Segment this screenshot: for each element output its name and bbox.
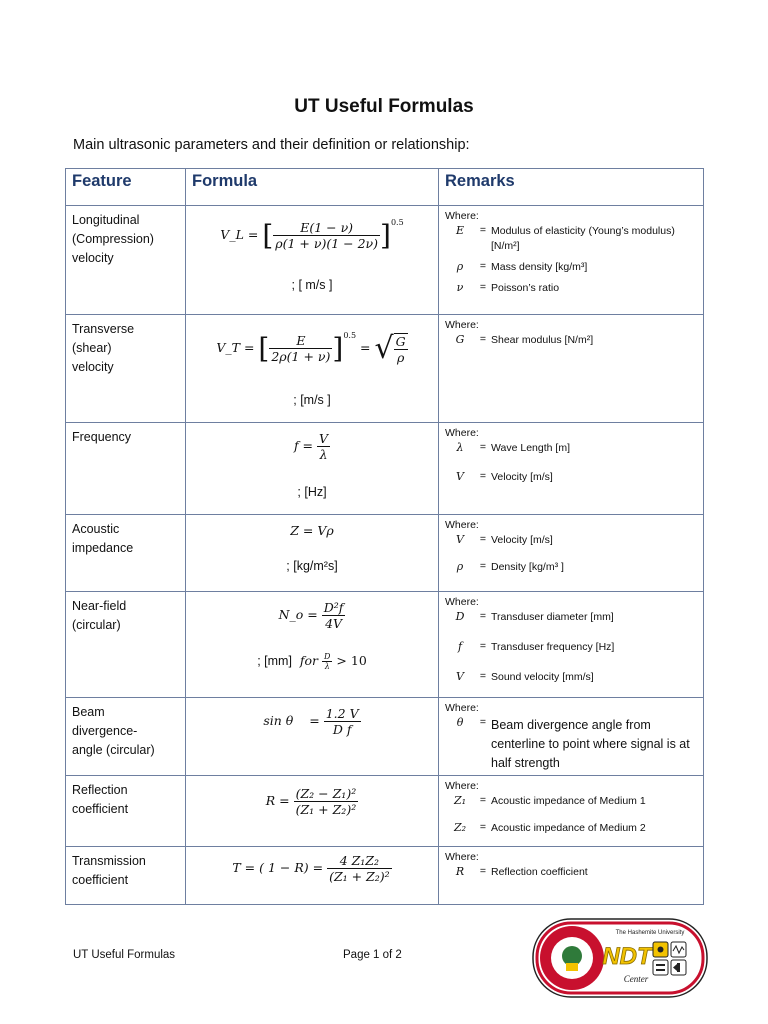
table-row	[66, 423, 704, 515]
feature-line: Longitudinal	[72, 213, 140, 227]
fraction-denominator: 2ρ(1 + ν)	[271, 349, 331, 364]
formula-table	[65, 168, 704, 905]
table-row	[66, 592, 704, 698]
formula-unit: ; [mm]	[257, 654, 292, 668]
remark-symbol: V	[456, 470, 464, 483]
remarks-cell	[439, 776, 704, 847]
formula-lhs: R =	[265, 793, 290, 808]
formula-fraction	[294, 786, 359, 817]
header-feature: Feature	[66, 169, 186, 206]
remark-item: ν = Poisson’s ratio	[445, 281, 703, 296]
feature-line: Transverse	[72, 322, 135, 336]
remarks-cell	[439, 206, 704, 315]
fraction-denominator: (Z₁ + Z₂)²	[329, 869, 390, 884]
feature-line: Frequency	[72, 430, 132, 444]
fraction-numerator: (Z₂ − Z₁)²	[295, 786, 357, 801]
logo-center-text: Center	[623, 974, 649, 984]
formula-unit: ; [m/s ]	[293, 393, 331, 407]
remark-symbol: D	[455, 610, 465, 623]
feature-line: coefficient	[72, 802, 129, 816]
remark-symbol: G	[455, 333, 465, 346]
feature-line: velocity	[72, 251, 114, 265]
remark-item: Z₁ = Acoustic impedance of Medium 1	[445, 794, 703, 809]
where-label: Where:	[445, 319, 479, 331]
remark-text: Shear modulus [N/m²]	[491, 334, 594, 346]
fraction-denominator: λ	[324, 662, 330, 671]
where-label: Where:	[445, 780, 479, 792]
remark-text: Modulus of elasticity (Young’s modulus) [N/m²]	[491, 225, 675, 252]
table-row	[66, 847, 704, 905]
remark-symbol: E	[455, 224, 465, 237]
feature-line: (circular)	[72, 618, 121, 632]
formula-expression	[186, 853, 438, 884]
formula-cell	[186, 206, 439, 315]
remark-text: Wave Length [m]	[491, 442, 570, 454]
formula-lhs: sin θ	[263, 713, 294, 728]
feature-cell	[66, 423, 186, 515]
remark-text: Acoustic impedance of Medium 2	[491, 822, 646, 834]
remark-item: V = Velocity [m/s]	[445, 533, 703, 548]
remark-symbol: λ	[456, 441, 464, 454]
remark-text: Velocity [m/s]	[491, 471, 553, 483]
formula-cell	[186, 698, 439, 776]
remark-item: λ = Wave Length [m]	[445, 441, 703, 456]
page-subtitle: Main ultrasonic parameters and their definition or relationship:	[73, 137, 470, 153]
remark-symbol: Z₁	[453, 794, 467, 807]
remark-symbol: f	[457, 640, 463, 653]
formula-condition	[186, 652, 438, 671]
formula-lhs: V_T =	[216, 340, 255, 355]
formula-expression	[186, 431, 438, 462]
remark-symbol: ν	[456, 281, 464, 294]
formula-expression: Z = Vρ	[290, 523, 334, 538]
fraction-numerator: G	[395, 333, 406, 349]
formula-cell	[186, 847, 439, 905]
fraction-numerator: D²f	[323, 600, 344, 615]
where-label: Where:	[445, 519, 479, 531]
formula-cell	[186, 592, 439, 698]
footer-title: UT Useful Formulas	[73, 949, 176, 961]
feature-cell	[66, 698, 186, 776]
remarks-cell	[439, 847, 704, 905]
feature-line: divergence-	[72, 724, 138, 738]
formula-cell	[186, 776, 439, 847]
remark-item: G = Shear modulus [N/m²]	[445, 333, 703, 348]
formula-expression	[186, 706, 438, 737]
remark-text: Poisson’s ratio	[491, 282, 560, 294]
where-label: Where:	[445, 851, 479, 863]
remark-item: V = Velocity [m/s]	[445, 470, 703, 485]
feature-line: impedance	[72, 541, 134, 555]
logo-university-text: The Hashemite University	[615, 930, 685, 936]
table-row	[66, 515, 704, 592]
formula-lhs: f =	[293, 438, 314, 453]
fraction-denominator: ρ	[396, 349, 405, 365]
feature-line: Acoustic	[72, 522, 120, 536]
remark-symbol: θ	[456, 716, 464, 729]
feature-line: (Compression)	[72, 232, 154, 246]
fraction-denominator: 4V	[325, 616, 343, 631]
feature-line: coefficient	[72, 873, 129, 887]
where-label: Where:	[445, 702, 479, 714]
remark-text: Transduser diameter [mm]	[491, 611, 614, 623]
formula-unit: ; [Hz]	[297, 485, 327, 499]
ndt-center-logo	[532, 918, 708, 1003]
remarks-cell	[439, 423, 704, 515]
fraction-numerator: 4 Z₁Z₂	[327, 853, 392, 869]
feature-cell	[66, 515, 186, 592]
remark-item: θ = Beam divergence angle from centerline to point where signal is at half strength	[445, 716, 703, 773]
remark-item: D = Transduser diameter [mm]	[445, 610, 703, 625]
remark-item: Z₂ = Acoustic impedance of Medium 2	[445, 821, 703, 836]
remark-symbol: ρ	[456, 260, 464, 273]
remark-item: ρ = Density [kg/m³ ]	[445, 560, 703, 575]
remark-item: E = Modulus of elasticity (Young’s modulus) [N/m²]	[445, 224, 703, 254]
remarks-cell	[439, 515, 704, 592]
fraction-numerator: E(1 − ν)	[273, 220, 380, 236]
remark-symbol: V	[456, 533, 464, 546]
formula-fraction	[327, 853, 392, 884]
formula-expression	[186, 786, 438, 817]
formula-fraction	[273, 220, 380, 251]
condition-rest: > 10	[336, 653, 367, 668]
remark-text: Reflection coefficient	[491, 866, 588, 878]
condition-fraction	[322, 652, 332, 671]
feature-cell	[66, 776, 186, 847]
header-formula: Formula	[186, 169, 439, 206]
remark-symbol: Z₂	[453, 821, 467, 834]
feature-line: Reflection	[72, 783, 128, 797]
remark-text: Velocity [m/s]	[491, 534, 553, 546]
formula-cell	[186, 315, 439, 423]
remark-item: f = Transduser frequency [Hz]	[445, 640, 703, 655]
remarks-cell	[439, 592, 704, 698]
feature-line: Beam	[72, 705, 105, 719]
remarks-cell	[439, 698, 704, 776]
feature-cell	[66, 847, 186, 905]
feature-line: angle (circular)	[72, 743, 155, 757]
remark-text: Density [kg/m³ ]	[491, 561, 564, 573]
formula-fraction	[322, 600, 346, 631]
fraction-numerator: D	[324, 652, 331, 661]
feature-line: Transmission	[72, 854, 146, 868]
logo-ndt-text: NDT	[602, 943, 652, 970]
fraction-denominator: ρ(1 + ν)(1 − 2ν)	[275, 236, 379, 251]
formula-exponent: 0.5	[343, 331, 357, 340]
remarks-cell	[439, 315, 704, 423]
table-row	[66, 206, 704, 315]
where-label: Where:	[445, 596, 479, 608]
formula-expression	[186, 600, 438, 631]
feature-cell	[66, 592, 186, 698]
feature-line: Near-field	[72, 599, 127, 613]
formula-unit: ; [ m/s ]	[291, 278, 333, 292]
sqrt-fraction	[394, 333, 408, 365]
remark-symbol: V	[456, 670, 464, 683]
remark-text: Transduser frequency [Hz]	[491, 641, 615, 653]
remark-item: V = Sound velocity [mm/s]	[445, 670, 703, 685]
formula-expression: V_L = [ $\frac{E(1 - \nu)}{\rho(1 + \nu)(1 - 2\nu)}$ ]$^{0.5}$	[220, 218, 404, 252]
footer-page-number: Page 1 of 2	[343, 949, 402, 961]
remark-text: Mass density [kg/m³]	[491, 261, 588, 273]
formula-exponent: 0.5	[390, 218, 404, 227]
formula-fraction	[317, 431, 330, 462]
formula-cell	[186, 423, 439, 515]
formula-equals: =	[309, 713, 320, 728]
formula-expression: V_T = [ $\frac{E}{2\rho(1 + \nu)}$ ]$^{0.5}$ = √ $\frac{G}{\rho}$	[216, 331, 406, 366]
fraction-numerator: E	[269, 333, 332, 349]
remark-item: R = Reflection coefficient	[445, 865, 703, 880]
feature-line: (shear)	[72, 341, 112, 355]
formula-lhs: N_o =	[278, 607, 318, 622]
remark-text: Sound velocity [mm/s]	[491, 671, 594, 683]
table-row	[66, 698, 704, 776]
remark-text: Beam divergence angle from centerline to point where signal is at half strength	[491, 718, 690, 770]
fraction-denominator: λ	[319, 447, 328, 462]
table-header-row	[66, 169, 704, 206]
table-row	[66, 315, 704, 423]
where-label: Where:	[445, 427, 479, 439]
fraction-numerator: V	[319, 431, 329, 446]
formula-unit: ; [kg/m²s]	[286, 559, 338, 573]
formula-fraction	[324, 706, 361, 737]
remark-symbol: R	[455, 865, 465, 878]
feature-cell	[66, 315, 186, 423]
remark-text: Acoustic impedance of Medium 1	[491, 795, 646, 807]
formula-lhs: V_L =	[220, 227, 259, 242]
fraction-numerator: 1.2 V	[325, 706, 359, 721]
formula-lhs: T = ( 1 − R) =	[232, 860, 324, 875]
condition-word: for	[299, 653, 319, 668]
fraction-denominator: D f	[332, 722, 352, 737]
table-row	[66, 776, 704, 847]
page-title: UT Useful Formulas	[294, 96, 474, 117]
formula-fraction	[269, 333, 332, 364]
feature-line: velocity	[72, 360, 114, 374]
remark-item: ρ = Mass density [kg/m³]	[445, 260, 703, 275]
feature-cell	[66, 206, 186, 315]
header-remarks: Remarks	[439, 169, 704, 206]
remark-symbol: ρ	[456, 560, 464, 573]
where-label: Where:	[445, 210, 479, 222]
fraction-denominator: (Z₁ + Z₂)²	[295, 802, 357, 817]
formula-cell	[186, 515, 439, 592]
